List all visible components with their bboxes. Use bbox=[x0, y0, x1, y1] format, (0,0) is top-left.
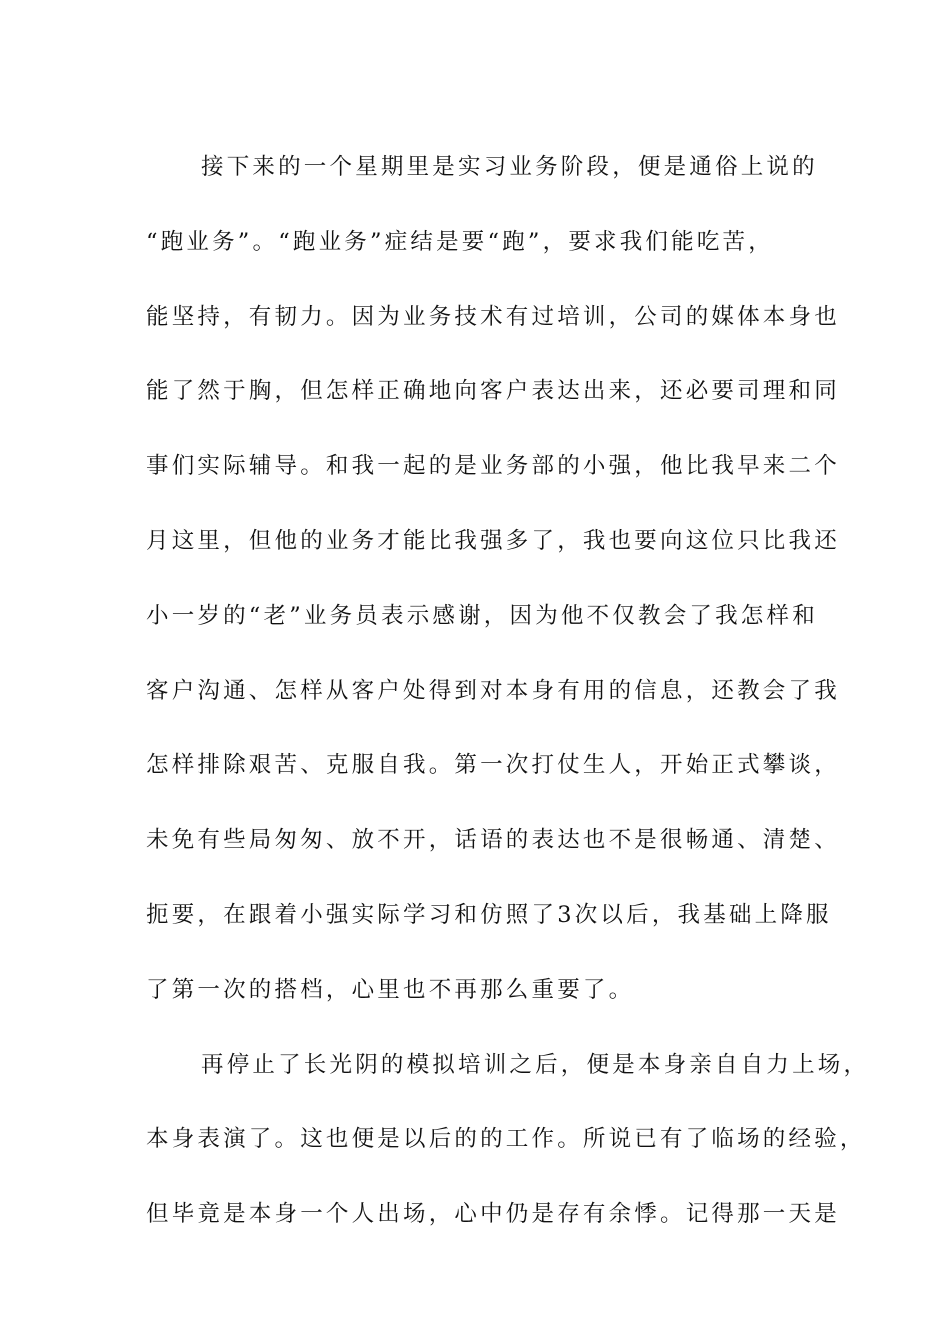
text-line: 接下来的一个星期里是实习业务阶段，便是通俗上说的 bbox=[201, 154, 818, 180]
text-line: 再停止了长光阴的模拟培训之后，便是本身亲自自力上场， bbox=[201, 1051, 870, 1078]
body-text bbox=[146, 130, 870, 1252]
text-line: 扼要，在跟着小强实际学习和仿照了3次以后，我基础上降服 bbox=[146, 901, 832, 928]
text-line: 客户沟通、怎样从客户处得到对本身有用的信息，还教会了我 bbox=[146, 677, 840, 704]
text-line: 未免有些局匆匆、放不开，话语的表达也不是很畅通、清楚、 bbox=[146, 827, 840, 854]
text-line: 能了然于胸，但怎样正确地向客户表达出来，还必要司理和同 bbox=[146, 378, 840, 405]
text-line: 怎样排除艰苦、克服自我。第一次打仗生人，开始正式攀谈， bbox=[146, 752, 840, 779]
text-line: “跑业务”。“跑业务”症结是要“跑”，要求我们能吃苦， bbox=[146, 228, 774, 255]
text-line: 能坚持，有韧力。因为业务技术有过培训，公司的媒体本身也 bbox=[146, 303, 840, 330]
text-line: 本身表演了。这也便是以后的的工作。所说已有了临场的经验， bbox=[146, 1126, 866, 1153]
text-line: 月这里，但他的业务才能比我强多了，我也要向这位只比我还 bbox=[146, 527, 840, 554]
text-line: 小一岁的“老”业务员表示感谢，因为他不仅教会了我怎样和 bbox=[146, 602, 818, 629]
text-line: 但毕竟是本身一个人出场，心中仍是存有余悸。记得那一天是 bbox=[146, 1201, 840, 1228]
text-line: 了第一次的搭档，心里也不再那么重要了。 bbox=[146, 976, 635, 1003]
text-line: 事们实际辅导。和我一起的是业务部的小强，他比我早来二个 bbox=[146, 453, 840, 480]
